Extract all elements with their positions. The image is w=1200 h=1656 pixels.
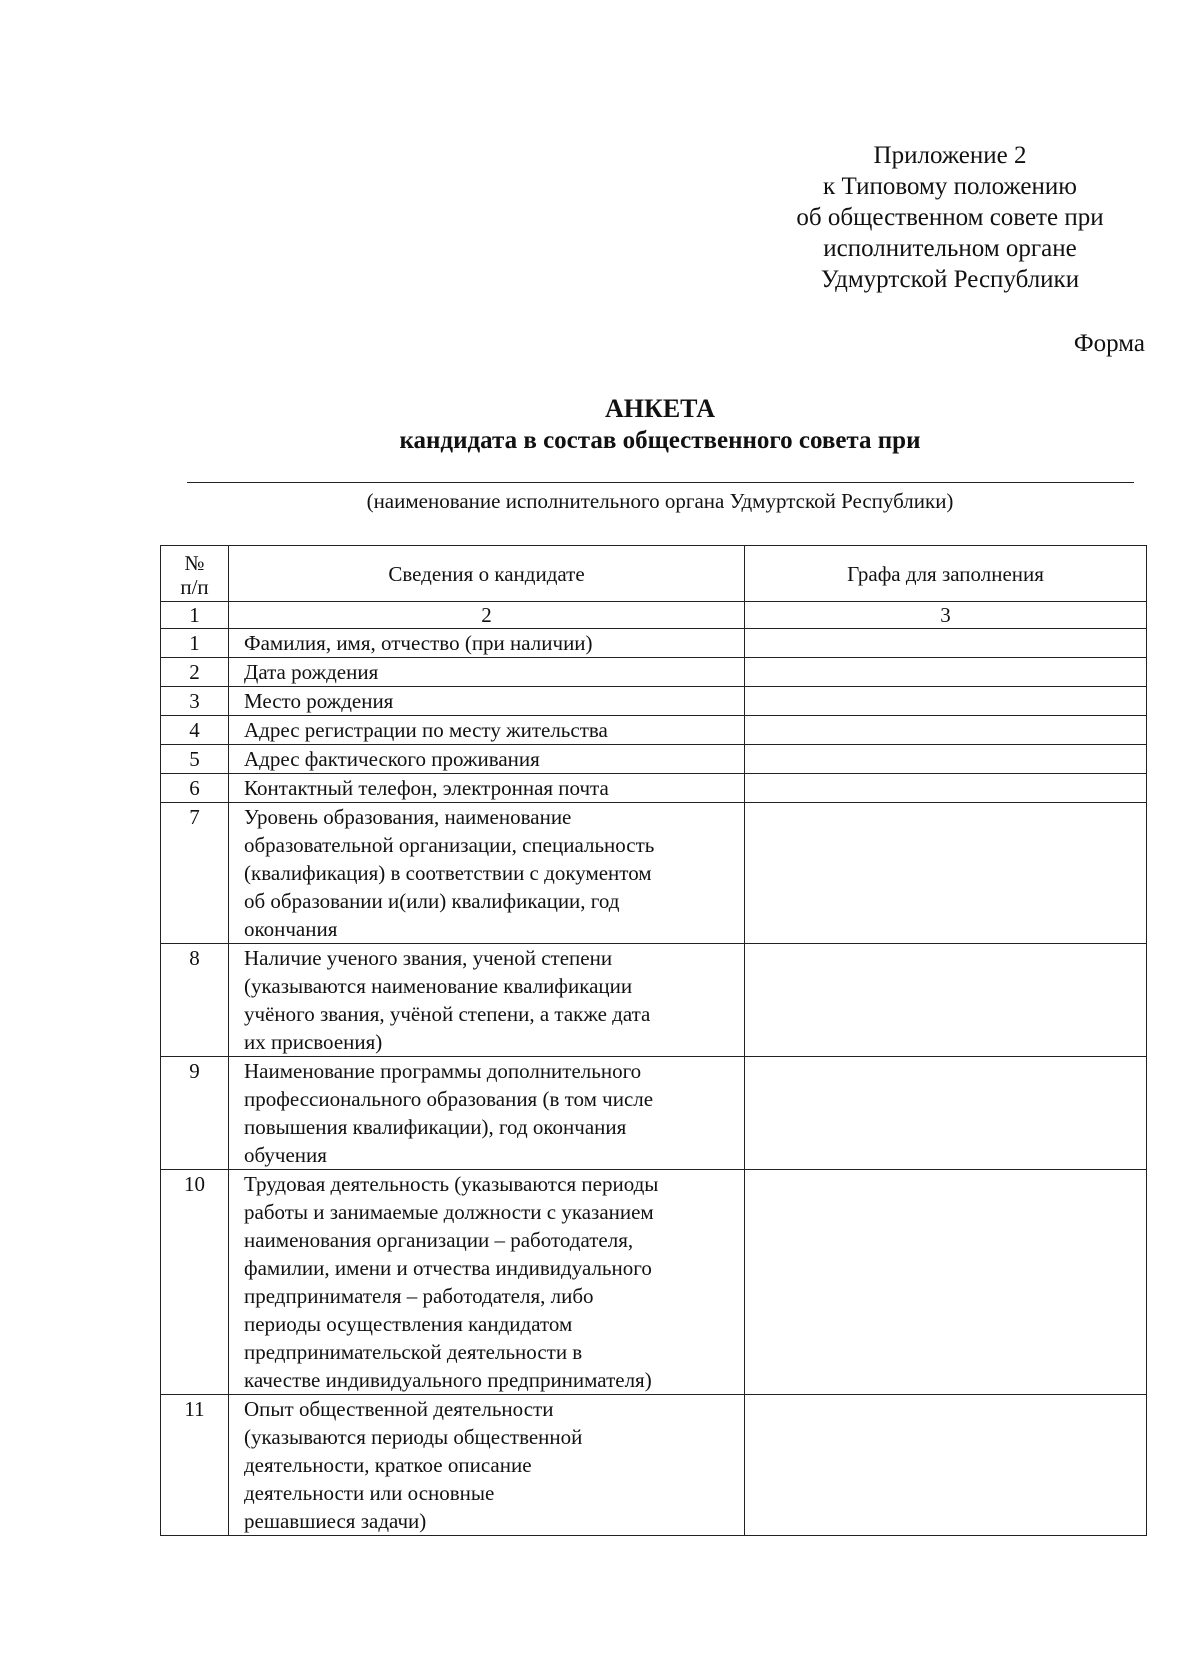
table-row [161,774,1147,803]
form-label: Форма [1073,330,1145,357]
row-info [229,1170,745,1395]
row-number: 8 [161,944,229,1057]
column-number: 2 [229,602,745,629]
row-info-line: их присвоения) [244,1030,383,1054]
row-fill-field[interactable] [745,1170,1147,1395]
row-info-line: Контактный телефон, электронная почта [244,776,609,800]
row-number: 7 [161,803,229,944]
row-info [229,1057,745,1170]
row-info-line: Место рождения [244,689,394,713]
row-info-line: профессионального образования (в том числе [244,1087,654,1111]
column-number-row [161,602,1147,629]
row-fill-field[interactable] [745,1057,1147,1170]
row-fill-field[interactable] [745,658,1147,687]
row-info-line: деятельности, краткое описание [244,1453,532,1477]
row-fill-field[interactable] [745,629,1147,658]
header-number-line: № [184,551,205,575]
row-fill-field[interactable] [745,745,1147,774]
row-info-line: обучения [244,1143,327,1167]
document-title: АНКЕТА [604,394,716,423]
column-number: 1 [161,602,229,629]
row-info-line: Наименование программы дополнительного [244,1059,642,1083]
row-info [229,1395,745,1536]
appendix-line: Удмуртской Республики [820,266,1080,293]
row-number: 4 [161,716,229,745]
row-fill-field[interactable] [745,687,1147,716]
document-subtitle: кандидата в состав общественного совета при [399,427,921,454]
row-info-line: наименования организации – работодателя, [244,1228,634,1252]
row-info-line: предпринимательской деятельности в [244,1340,583,1364]
appendix-line: об общественном совете при [796,204,1104,231]
row-fill-field[interactable] [745,803,1147,944]
row-info-line: Адрес регистрации по месту жительства [244,718,608,742]
row-info-line: Наличие ученого звания, ученой степени [244,946,613,970]
questionnaire-table [160,545,1147,1536]
header-number [161,546,229,602]
table-row [161,944,1147,1057]
row-fill-field[interactable] [745,716,1147,745]
row-info-line: Опыт общественной деятельности [244,1397,554,1421]
row-number: 10 [161,1170,229,1395]
row-number: 2 [161,658,229,687]
row-info [229,687,745,716]
row-info-line: предпринимателя – работодателя, либо [244,1284,594,1308]
row-number: 3 [161,687,229,716]
row-info-line: об образовании и(или) квалификации, год [244,889,620,913]
table-header-row [161,546,1147,602]
row-info [229,774,745,803]
table-row [161,1057,1147,1170]
row-info-line: повышения квалификации), год окончания [244,1115,627,1139]
row-info-line: качестве индивидуального предпринимателя) [244,1368,652,1392]
row-info [229,716,745,745]
row-info [229,944,745,1057]
row-info-line: образовательной организации, специальность [244,833,655,857]
appendix-line: Приложение 2 [873,142,1027,169]
table-row [161,1170,1147,1395]
table-body [161,629,1147,1536]
row-fill-field[interactable] [745,774,1147,803]
row-info-line: Уровень образования, наименование [244,805,572,829]
row-info [229,745,745,774]
appendix-line: исполнительном органе [823,235,1077,262]
row-number: 5 [161,745,229,774]
row-number: 1 [161,629,229,658]
row-info-line: (указываются наименование квалификации [244,974,633,998]
organization-name-caption: (наименование исполнительного органа Удмуртской Республики) [366,489,954,513]
table-row [161,745,1147,774]
table-row [161,716,1147,745]
header-fill: Графа для заполнения [745,546,1147,602]
appendix-header [740,140,1160,295]
table-row [161,658,1147,687]
row-number: 11 [161,1395,229,1536]
row-info [229,658,745,687]
header-number-line: п/п [180,575,209,599]
row-info-line: периоды осуществления кандидатом [244,1312,573,1336]
row-fill-field[interactable] [745,944,1147,1057]
row-info-line: решавшиеся задачи) [244,1509,427,1533]
column-number: 3 [745,602,1147,629]
row-info-line: Адрес фактического проживания [244,747,540,771]
table-row [161,629,1147,658]
row-info-line: (указываются периоды общественной [244,1425,583,1449]
table-row [161,803,1147,944]
organization-name-line[interactable] [187,482,1134,483]
row-info-line: деятельности или основные [244,1481,495,1505]
row-info [229,629,745,658]
row-number: 6 [161,774,229,803]
table-row [161,1395,1147,1536]
row-number: 9 [161,1057,229,1170]
row-info-line: работы и занимаемые должности с указанием [244,1200,654,1224]
table-row [161,687,1147,716]
row-info-line: учёного звания, учёной степени, а также дата [244,1002,651,1026]
header-info: Сведения о кандидате [229,546,745,602]
row-info-line: Трудовая деятельность (указываются периоды [244,1172,659,1196]
row-fill-field[interactable] [745,1395,1147,1536]
appendix-line: к Типовому положению [823,173,1077,200]
row-info [229,803,745,944]
row-info-line: Фамилия, имя, отчество (при наличии) [244,631,593,655]
row-info-line: (квалификация) в соответствии с документом [244,861,652,885]
row-info-line: Дата рождения [244,660,379,684]
row-info-line: фамилии, имени и отчества индивидуального [244,1256,652,1280]
row-info-line: окончания [244,917,338,941]
